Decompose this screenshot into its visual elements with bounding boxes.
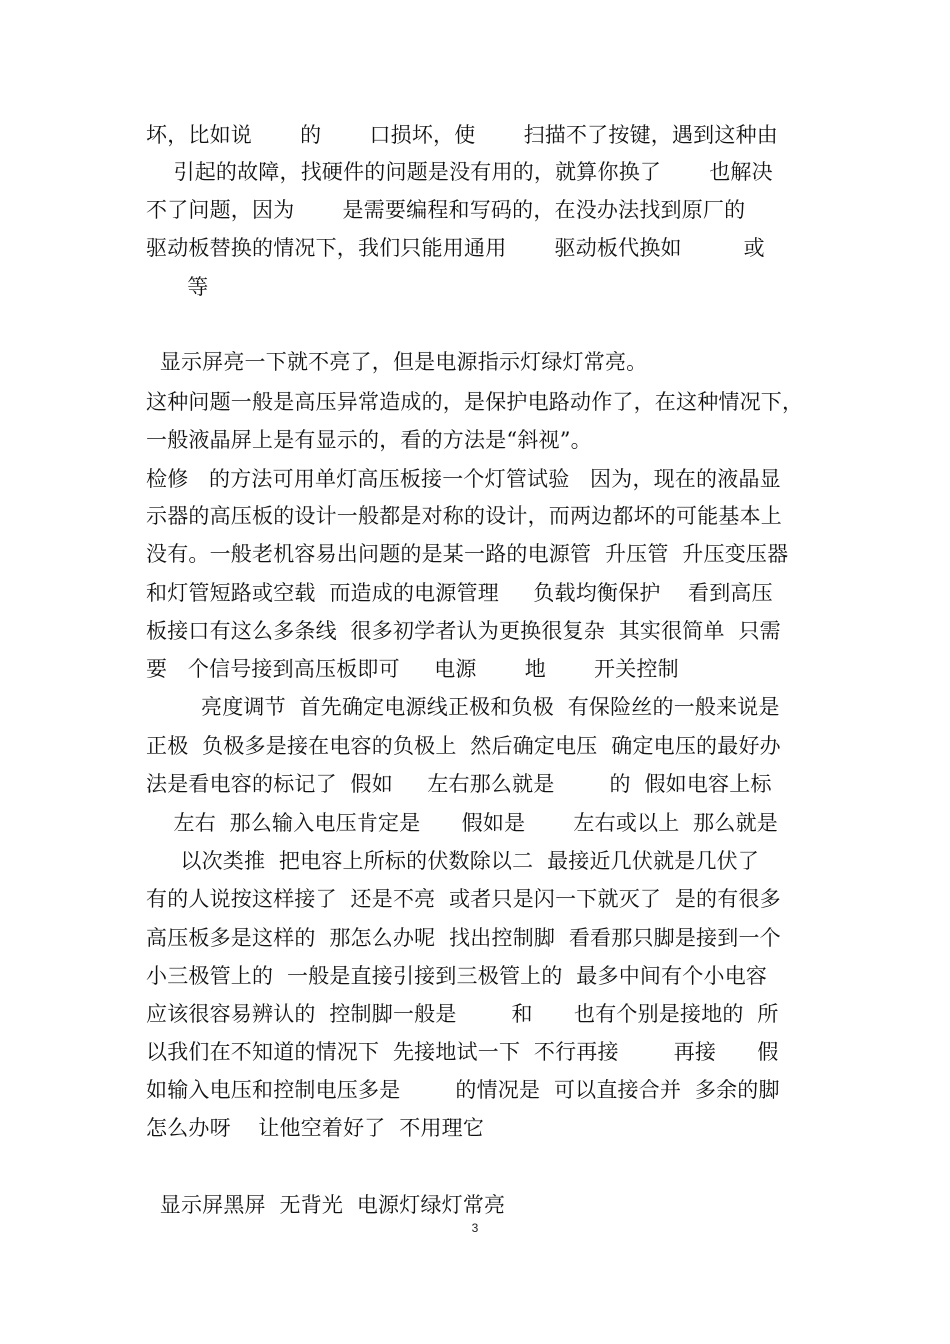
text-line: 怎么办呀 让他空着好了 不用理它	[146, 1116, 485, 1140]
text-line: 示器的高压板的设计一般都是对称的设计，而两边都坏的可能基本上	[146, 504, 782, 528]
text-line: 一般液晶屏上是有显示的，看的方法是“斜视”。	[146, 428, 592, 452]
text-line: 以次类推 把电容上所标的伏数除以二 最接近几伏就是几伏了	[146, 849, 760, 873]
section-heading: 显示屏亮一下就不亮了，但是电源指示灯绿灯常亮。	[146, 350, 648, 374]
page-number: 3	[471, 1221, 479, 1235]
text-line: 要 个信号接到高压板即可 电源 地 开关控制	[146, 657, 679, 681]
text-line: 亮度调节 首先确定电源线正极和负极 有保险丝的一般来说是	[146, 695, 780, 719]
text-line: 这种问题一般是高压异常造成的，是保护电路动作了，在这种情况下，	[146, 390, 804, 414]
text-line: 有的人说按这样接了 还是不亮 或者只是闪一下就灭了 是的有很多	[146, 887, 781, 911]
text-line: 正极 负极多是接在电容的负极上 然后确定电压 确定电压的最好办	[146, 734, 781, 758]
text-line: 检修 的方法可用单灯高压板接一个灯管试验 因为，现在的液晶显	[146, 467, 781, 491]
text-line: 应该很容易辨认的 控制脚一般是 和 也有个别是接地的 所	[146, 1002, 779, 1026]
text-line: 板接口有这么多条线 很多初学者认为更换很复杂 其实很简单 只需	[146, 619, 781, 643]
text-line: 引起的故障，找硬件的问题是没有用的，就算你换了 也解决	[146, 160, 773, 184]
section-heading: 显示屏黑屏 无背光 电源灯绿灯常亮	[146, 1193, 506, 1217]
text-line: 等	[146, 275, 209, 299]
text-line: 以我们在不知道的情况下 先接地试一下 不行再接 再接 假	[146, 1040, 779, 1064]
text-line: 和灯管短路或空载 而造成的电源管理 负载均衡保护 看到高压	[146, 581, 773, 605]
text-line: 法是看电容的标记了 假如 左右那么就是 的 假如电容上标	[146, 772, 772, 796]
text-line: 坏，比如说 的 口损坏，使 扫描不了按键，遇到这种由	[146, 123, 778, 147]
text-line: 如输入电压和控制电压多是 的情况是 可以直接合并 多余的脚	[146, 1078, 780, 1102]
text-line: 没有。一般老机容易出问题的是某一路的电源管 升压管 升压变压器	[146, 542, 789, 566]
text-line: 左右 那么输入电压肯定是 假如是 左右或以上 那么就是	[146, 811, 778, 835]
text-line: 不了问题，因为 是需要编程和写码的，在没办法找到原厂的	[146, 198, 746, 222]
text-line: 驱动板替换的情况下，我们只能用通用 驱动板代换如 或	[146, 236, 765, 260]
text-line: 小三极管上的 一般是直接引接到三极管上的 最多中间有个小电容	[146, 964, 768, 988]
text-line: 高压板多是这样的 那怎么办呢 找出控制脚 看看那只脚是接到一个	[146, 926, 781, 950]
